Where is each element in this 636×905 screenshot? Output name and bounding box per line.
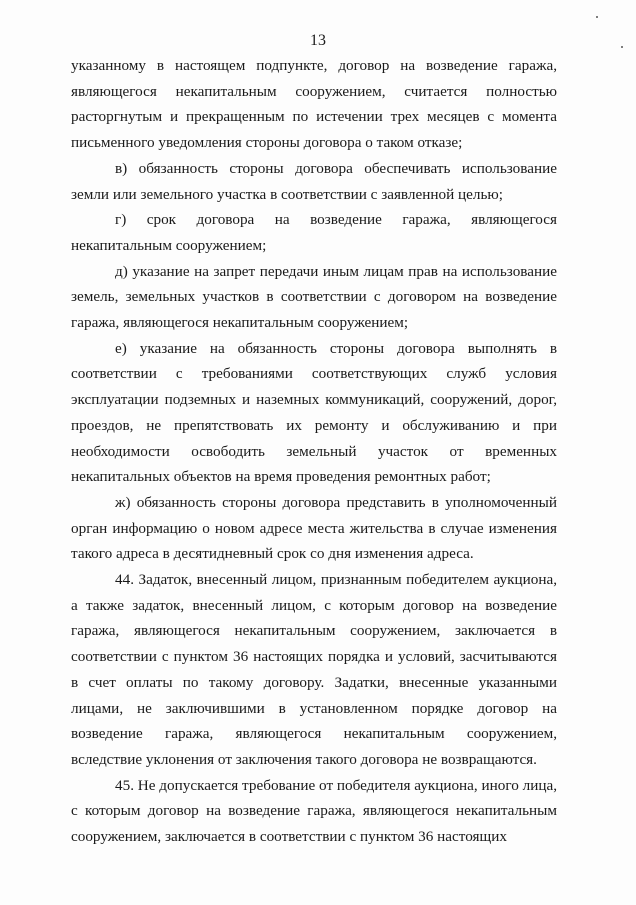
paragraph-continuation: указанному в настоящем подпункте, договор на возведение гаража, являющегося некапитальным сооружением, считается полностью расторгнутым и прекращенным по истечении трех месяцев с момента письменного уведомления стороны договора о таком отказе; — [71, 57, 557, 152]
page-number: 13 — [310, 32, 326, 49]
paragraph-item-e: е) указание на обязанность стороны договора выполнять в соответствии с требованиями соответствующих служб условия эксплуатации подземных и наземных коммуникаций, сооружений, дорог, проездов, не препятствовать их ремонту и обслуживанию и при необходимости освободить земельный участок от временных некапитальных объектов на время проведения ремонтных работ; — [71, 339, 557, 486]
paragraph-clause-45: 45. Не допускается требование от победителя аукциона, иного лица, с которым договор на возведение гаража, являющегося некапитальным сооружением, заключается в соответствии с пунктом 36 настоящих — [71, 776, 557, 846]
scan-speck — [596, 16, 598, 18]
paragraph-item-v: в) обязанность стороны договора обеспечивать использование земли или земельного участка в соответствии с заявленной целью; — [71, 159, 557, 203]
paragraph-item-g: г) срок договора на возведение гаража, являющегося некапитальным сооружением; — [71, 211, 557, 254]
paragraph-item-zh: ж) обязанность стороны договора представить в уполномоченный орган информацию о новом адресе места жительства в случае изменения такого адреса в десятидневный срок со дня изменения адреса. — [71, 493, 557, 563]
paragraph-clause-44: 44. Задаток, внесенный лицом, признанным победителем аукциона, а также задаток, внесенный лицом, с которым договор на возведение гаража, являющегося некапитальным сооружением, заключается в соответствии с пунктом 36 настоящих порядка и условий, засчитываются в счет оплаты по такому договору. Задатки, внесенные указанными лицами, не заключившими в установленном порядке договор на возведение гаража, являющегося некапитальным сооружением, вследствие уклонения от заключения такого договора не возвращаются. — [71, 571, 557, 768]
paragraph-item-d: д) указание на запрет передачи иным лицам прав на использование земель, земельных участков в соответствии с договором на возведение гаража, являющегося некапитальным сооружением; — [71, 262, 557, 332]
document-body — [71, 53, 557, 850]
